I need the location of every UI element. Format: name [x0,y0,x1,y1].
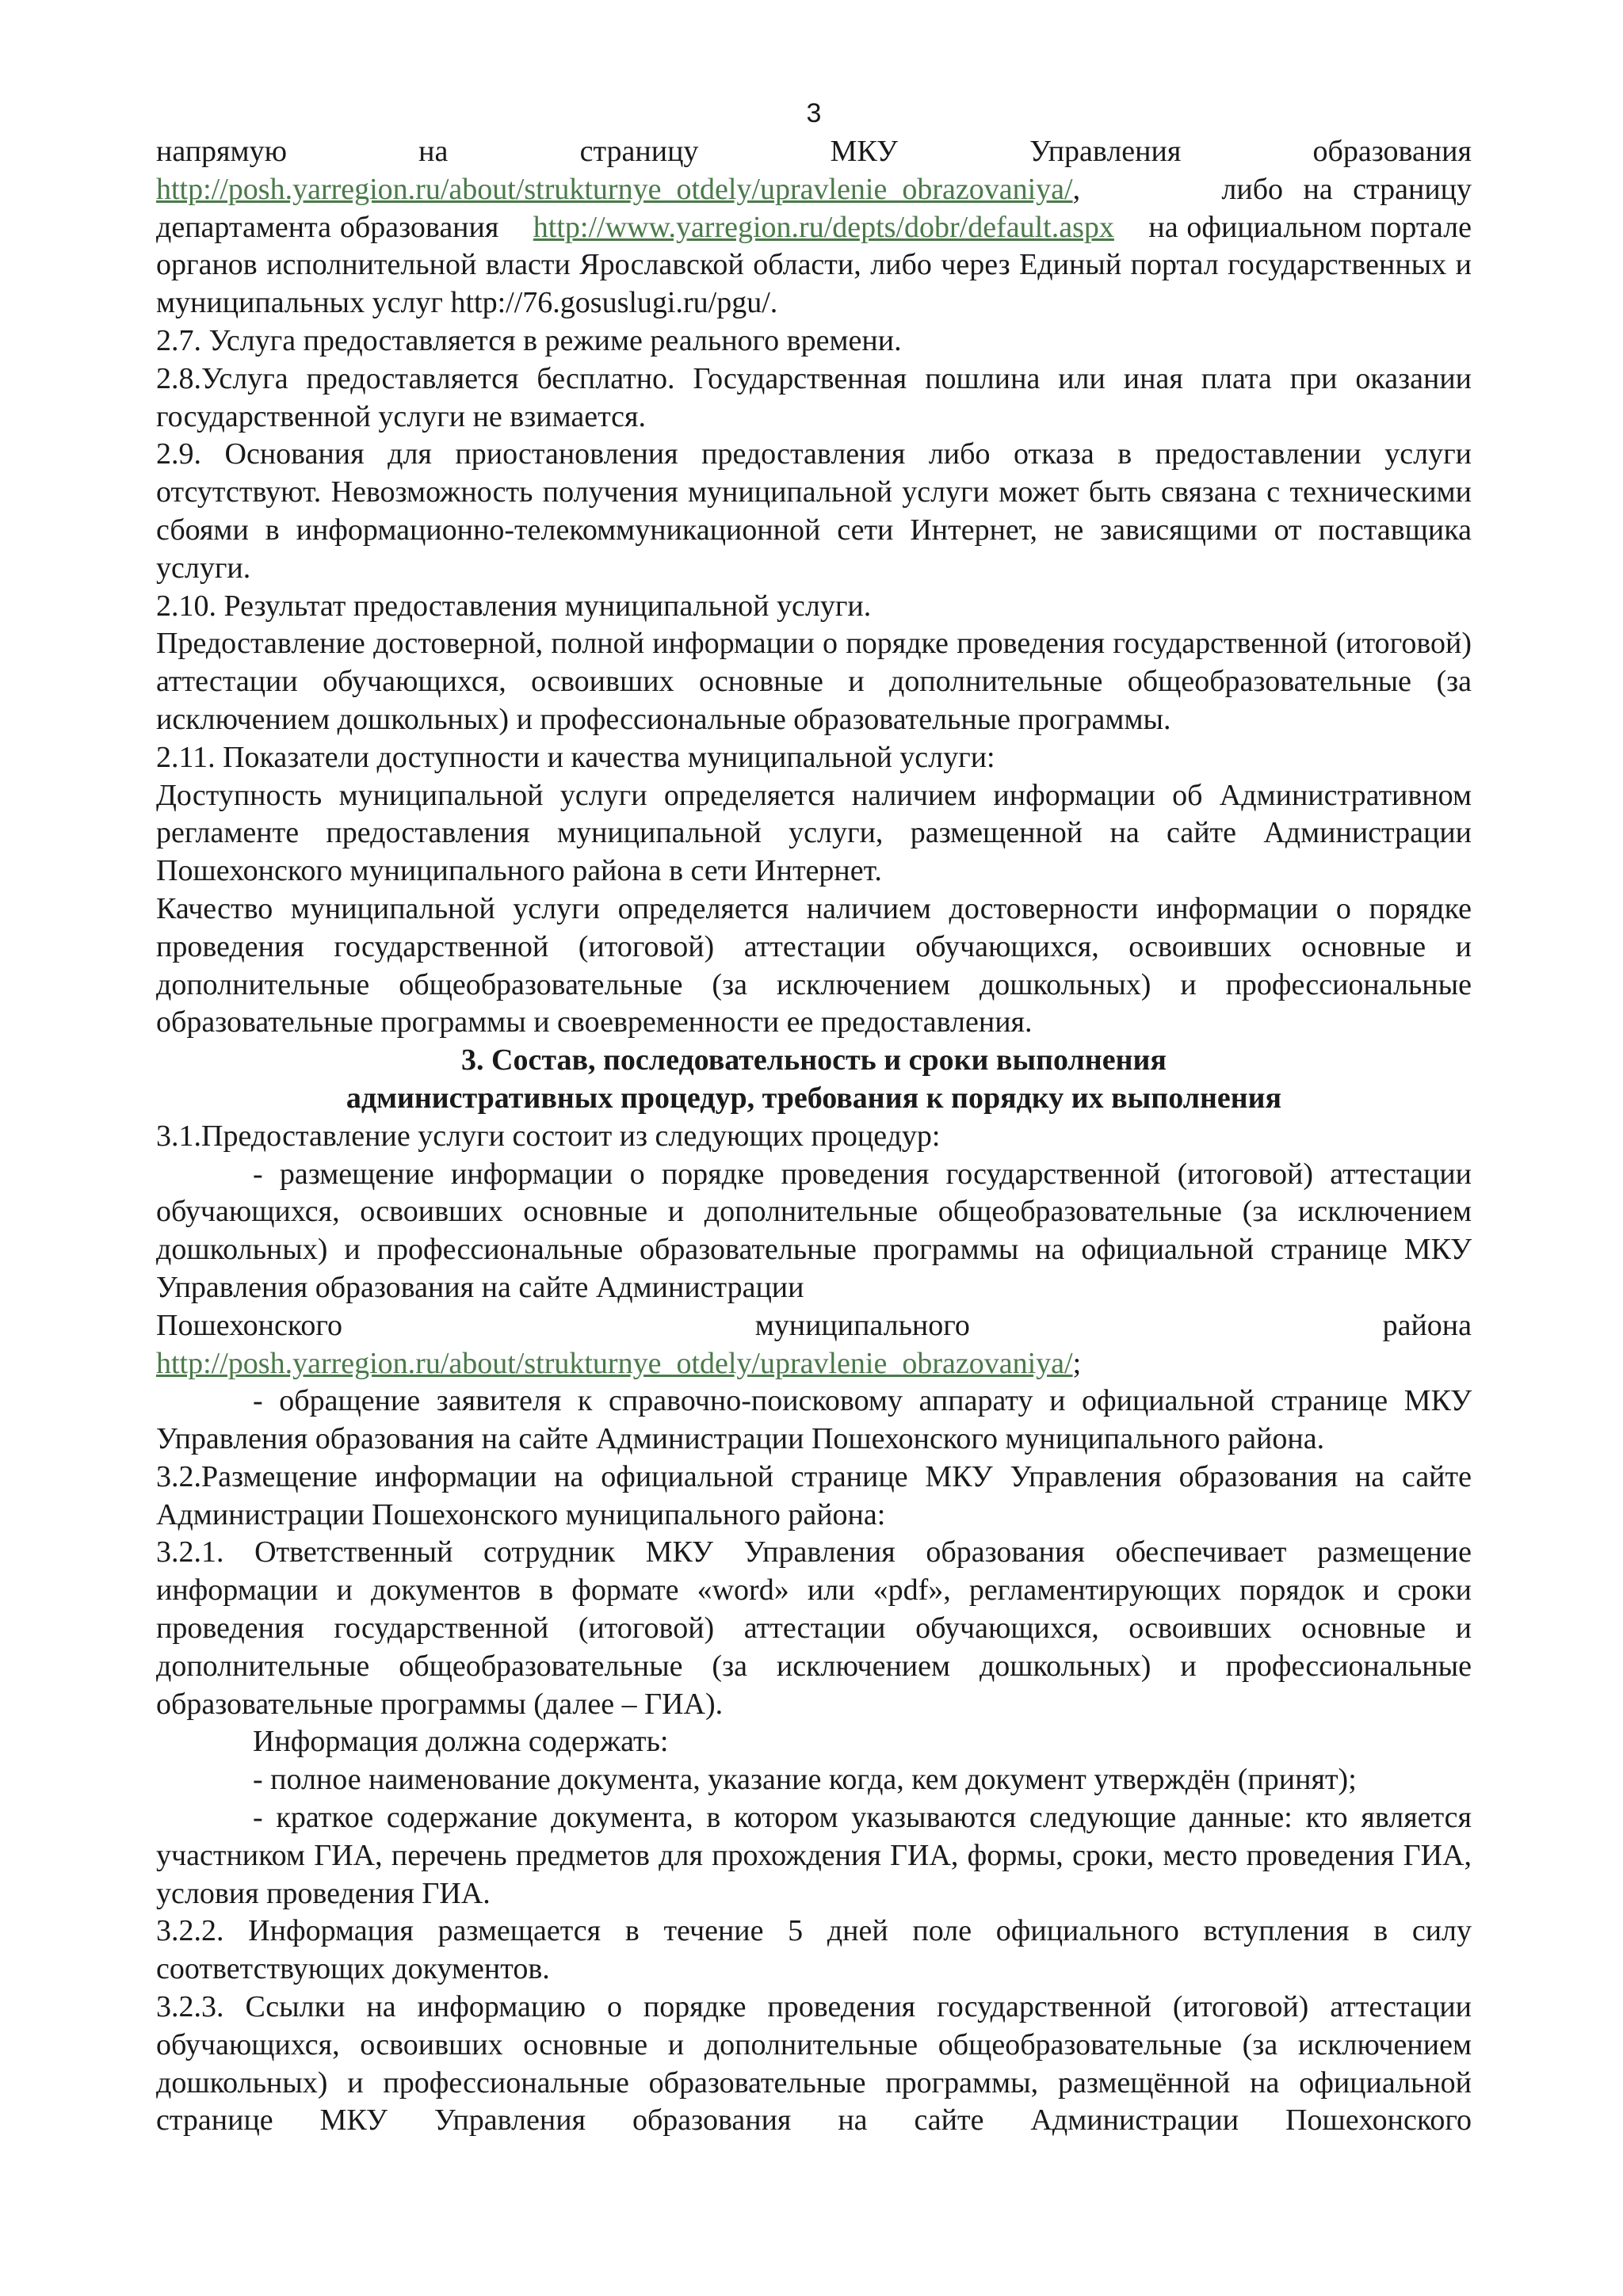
word: МКУ [830,135,898,168]
paragraph-2-11-availability: Доступность муниципальной услуги определяется наличием информации об Административном регламенте предоставления муниципальной услуги, размещенной на сайте Администрации Пошехонского муниципального района в сети Интернет. [156,778,1472,888]
word: муниципального [754,1308,970,1342]
upravlenie-link[interactable]: http://posh.yarregion.ru/about/strukturnye_otdely/upravlenie_obrazovaniya/ [156,172,1073,206]
paragraph-3-1-item-b: - обращение заявителя к справочно-поисковому аппарату и официальной странице МКУ Управления образования на сайте Администрации Пошехонского муниципального района. [156,1384,1472,1456]
paragraph-2-10-text: Предоставление достоверной, полной информации о порядке проведения государственной (итоговой) аттестации обучающихся, освоивших основные и дополнительные общеобразовательные (за исключением дошкольных) и профессиональные образовательные программы. [156,627,1472,736]
paragraph-info-heading: Информация должна содержать: [253,1725,669,1759]
paragraph-info-item-a: - полное наименование документа, указание когда, кем документ утверждён (принят); [253,1763,1357,1797]
paragraph-2-11-quality: Качество муниципальной услуги определяется наличием достоверности информации о порядке проведения государственной (итоговой) аттестации обучающихся, освоивших основные и дополнительные общеобразовательные (за исключением дошкольных) и профессиональные образовательные программы и своевременности ее предоставления. [156,891,1472,1039]
paragraph-3-2-3: 3.2.3. Ссылки на информацию о порядке проведения государственной (итоговой) аттестации обучающихся, освоивших основные и дополнительные общеобразовательные (за исключением дошкольных) и профессиональные образовательные программы, размещённой на официальной странице МКУ Управления образования на сайте Администрации Пошехонского [156,1990,1472,2138]
paragraph-intro-line2: http://posh.yarregion.ru/about/strukturnye_otdely/upravlenie_obrazovaniya/, либо на страницу [156,172,1472,206]
paragraph-3-1: 3.1.Предоставление услуги состоит из следующих процедур: [156,1119,941,1153]
paragraph-3-2: 3.2.Размещение информации на официальной странице МКУ Управления образования на сайте Администрации Пошехонского муниципального района: [156,1459,1472,1531]
paragraph-3-2-1: 3.2.1. Ответственный сотрудник МКУ Управления образования обеспечивает размещение информации и документов в формате «word» или «pdf», регламентирующих порядок и сроки проведения государственной (итоговой) аттестации обучающихся, освоивших основные и дополнительные общеобразовательные (за исключением дошкольных) и профессиональные образовательные программы (далее – ГИА). [156,1535,1472,1721]
paragraph-info-item-b: - краткое содержание документа, в котором указываются следующие данные: кто является участником ГИА, перечень предметов для прохождения ГИА, формы, сроки, место проведения ГИА, условия проведения ГИА. [156,1801,1472,1910]
paragraph-2-7: 2.7. Услуга предоставляется в режиме реального времени. [156,323,902,357]
paragraph-3-1-item-a: - размещение информации о порядке проведения государственной (итоговой) аттестации обучающихся, освоивших основные и дополнительные общеобразовательные (за исключением дошкольных) и профессиональные образовательные программы на официальной странице МКУ Управления образования на сайте Администрации [156,1157,1472,1304]
word: Управления [1029,135,1182,168]
word: района [1382,1308,1472,1342]
paragraph-3-2-2: 3.2.2. Информация размещается в течение 5 дней поле официального вступления в силу соответствующих документов. [156,1914,1472,1986]
upravlenie-link-2[interactable]: http://posh.yarregion.ru/about/strukturnye_otdely/upravlenie_obrazovaniya/ [156,1346,1073,1380]
paragraph-intro-rest: департамента образования http://www.yarregion.ru/depts/dobr/default.aspx на официальном портале органов исполнительной власти Ярославской области, либо через Единый портал государственных и муниципальных услуг http://76.gosuslugi.ru/pgu/. [156,210,1472,320]
section-3-heading-line2: административных процедур, требования к порядку их выполнения [346,1081,1282,1115]
section-3-heading-line1: 3. Состав, последовательность и сроки выполнения [461,1043,1167,1077]
dobr-link[interactable]: http://www.yarregion.ru/depts/dobr/default.aspx [533,210,1114,244]
paragraph-intro-line1 [156,133,1472,171]
section-3-heading [156,1042,1472,1118]
paragraph-3-1-item-a-link: http://posh.yarregion.ru/about/strukturnye_otdely/upravlenie_obrazovaniya/; [156,1346,1082,1380]
paragraph-2-10: 2.10. Результат предоставления муниципальной услуги. [156,589,872,623]
word: страницу [579,135,699,168]
document-page [156,93,1472,2272]
paragraph-2-9: 2.9. Основания для приостановления предоставления либо отказа в предоставлении услуги отсутствуют. Невозможность получения муниципальной услуги может быть связана с техническими сбоями в информационно-телекоммуникационной сети Интернет, не зависящими от поставщика услуги. [156,437,1472,585]
word: Пошехонского [156,1308,342,1342]
word: образования [1312,135,1472,168]
word: на [418,135,449,168]
word: напрямую [156,135,287,168]
paragraph-2-8: 2.8.Услуга предоставляется бесплатно. Государственная пошлина или иная плата при оказании государственной услуги не взимается. [156,361,1472,433]
paragraph-2-11: 2.11. Показатели доступности и качества муниципальной услуги: [156,740,995,774]
paragraph-3-1-item-a-tail [156,1307,1472,1345]
page-number: 3 [806,98,822,128]
paragraph-text: либо на страницу [1221,172,1472,206]
